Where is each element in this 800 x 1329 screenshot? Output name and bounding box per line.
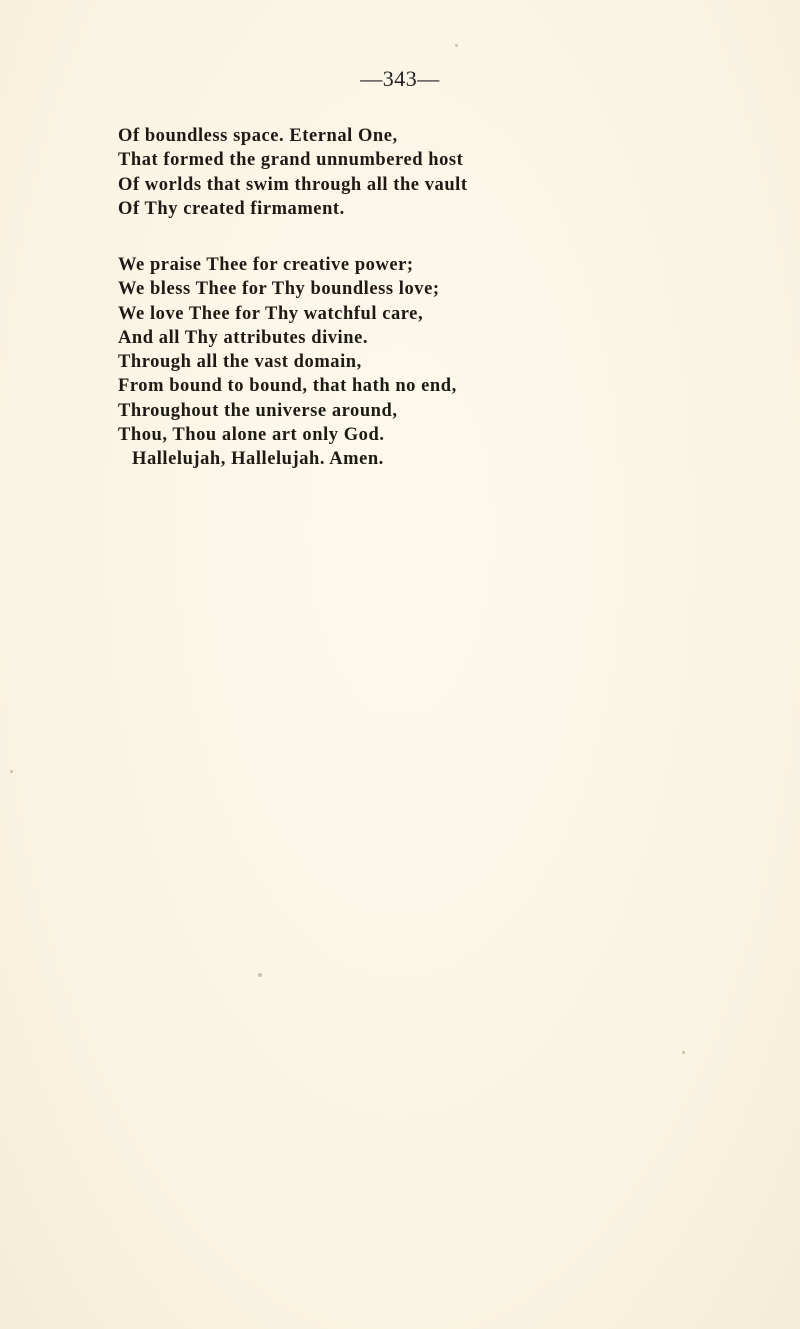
verse-line: Through all the vast domain, bbox=[118, 352, 362, 373]
verse-line: Of worlds that swim through all the vault bbox=[118, 174, 468, 195]
stanza-1 bbox=[118, 124, 468, 221]
paper-speck bbox=[682, 1051, 685, 1054]
paper-speck bbox=[258, 973, 262, 977]
verse-line: Of boundless space. Eternal One, bbox=[118, 126, 398, 146]
verse-line: We praise Thee for creative power; bbox=[118, 255, 414, 275]
verse-line: That formed the grand unnumbered host bbox=[118, 150, 464, 171]
verse-line: Thou, Thou alone art only God. bbox=[118, 425, 385, 446]
verse-line: Throughout the universe around, bbox=[118, 400, 398, 421]
paper-speck bbox=[455, 44, 458, 47]
verse-line: And all Thy attributes divine. bbox=[118, 327, 369, 348]
verse-line: From bound to bound, that hath no end, bbox=[118, 376, 457, 397]
verse-line: We bless Thee for Thy boundless love; bbox=[118, 279, 440, 300]
paper-speck bbox=[10, 770, 13, 773]
verse-line: Of Thy created firmament. bbox=[118, 198, 345, 219]
stanza-2 bbox=[118, 253, 457, 472]
verse-line-refrain: Hallelujah, Hallelujah. Amen. bbox=[132, 449, 384, 470]
verse-line: We love Thee for Thy watchful care, bbox=[118, 303, 424, 324]
page-number: —343— bbox=[360, 66, 440, 91]
